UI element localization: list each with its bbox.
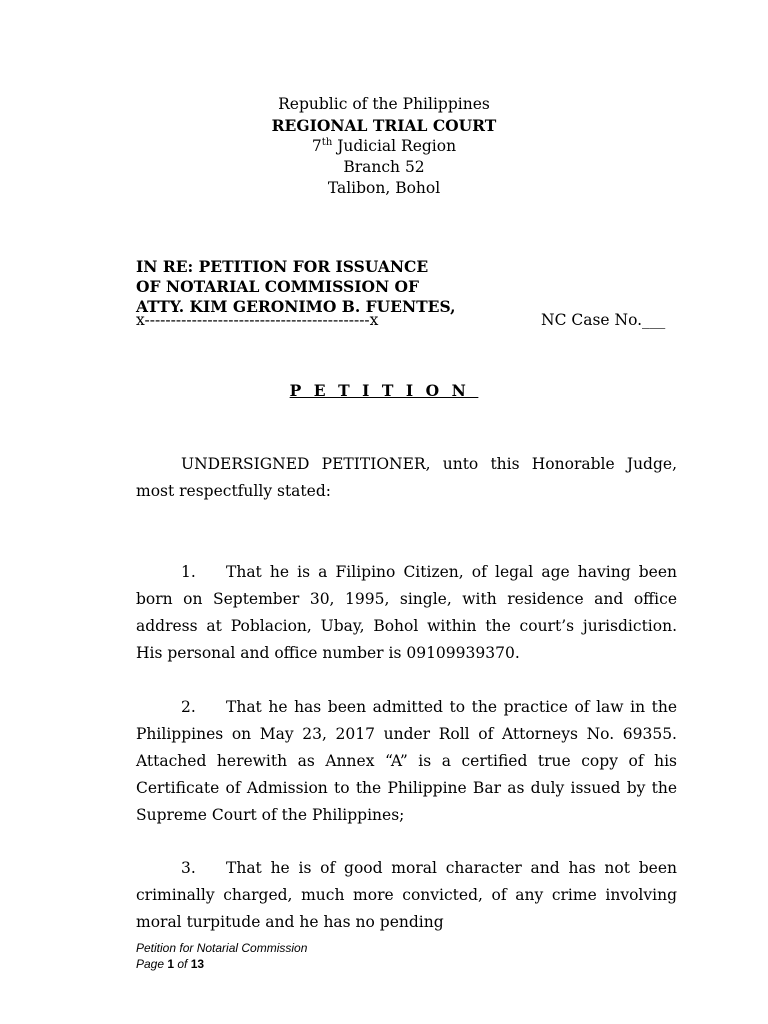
court-header — [0, 94, 768, 199]
header-branch: Branch 52 — [343, 158, 425, 176]
paragraph-1: 1. That he is a Filipino Citizen, of legal age having been born on September 30, 1995, single, with residence and office address at Poblacion, Ubay, Bohol within the court’s jurisdiction. His personal and office number is 09109939370. — [136, 559, 677, 667]
document-title: PETITION — [289, 381, 479, 400]
footer-page-number: Page 1 of 13 — [136, 957, 205, 971]
paragraph-2: 2. That he has been admitted to the practice of law in the Philippines on May 23, 2017 under Roll of Attorneys No. 69355. Attached herewith as Annex “A” is a certified true copy of his Certificate of Admission to the Philippine Bar as duly issued by the Supreme Court of the Philippines; — [136, 694, 677, 829]
intro-paragraph: UNDERSIGNED PETITIONER, unto this Honorable Judge, most respectfully stated: — [136, 455, 677, 500]
case-caption — [136, 257, 456, 317]
footer-doc-title: Petition for Notarial Commission — [136, 941, 308, 955]
case-number: NC Case No.___ — [541, 311, 666, 329]
paragraph-3: 3. That he is of good moral character and has not been criminally charged, much more convicted, of any crime involving moral turpitude and he has no pending — [136, 855, 677, 936]
paragraph-number: 1. — [181, 563, 196, 581]
header-location: Talibon, Bohol — [327, 179, 441, 197]
caption-line-2: OF NOTARIAL COMMISSION OF — [136, 277, 420, 296]
paragraph-number: 2. — [181, 698, 196, 716]
caption-separator: x-------------------------------------------x — [136, 311, 379, 329]
caption-line-3: ATTY. KIM GERONIMO B. FUENTES, — [136, 297, 456, 316]
header-court: REGIONAL TRIAL COURT — [271, 116, 497, 135]
paragraph-number: 3. — [181, 859, 196, 877]
header-region: 7th Judicial Region — [311, 136, 457, 155]
header-republic: Republic of the Philippines — [278, 95, 490, 113]
page-footer — [136, 940, 307, 972]
caption-line-1: IN RE: PETITION FOR ISSUANCE — [136, 257, 429, 276]
